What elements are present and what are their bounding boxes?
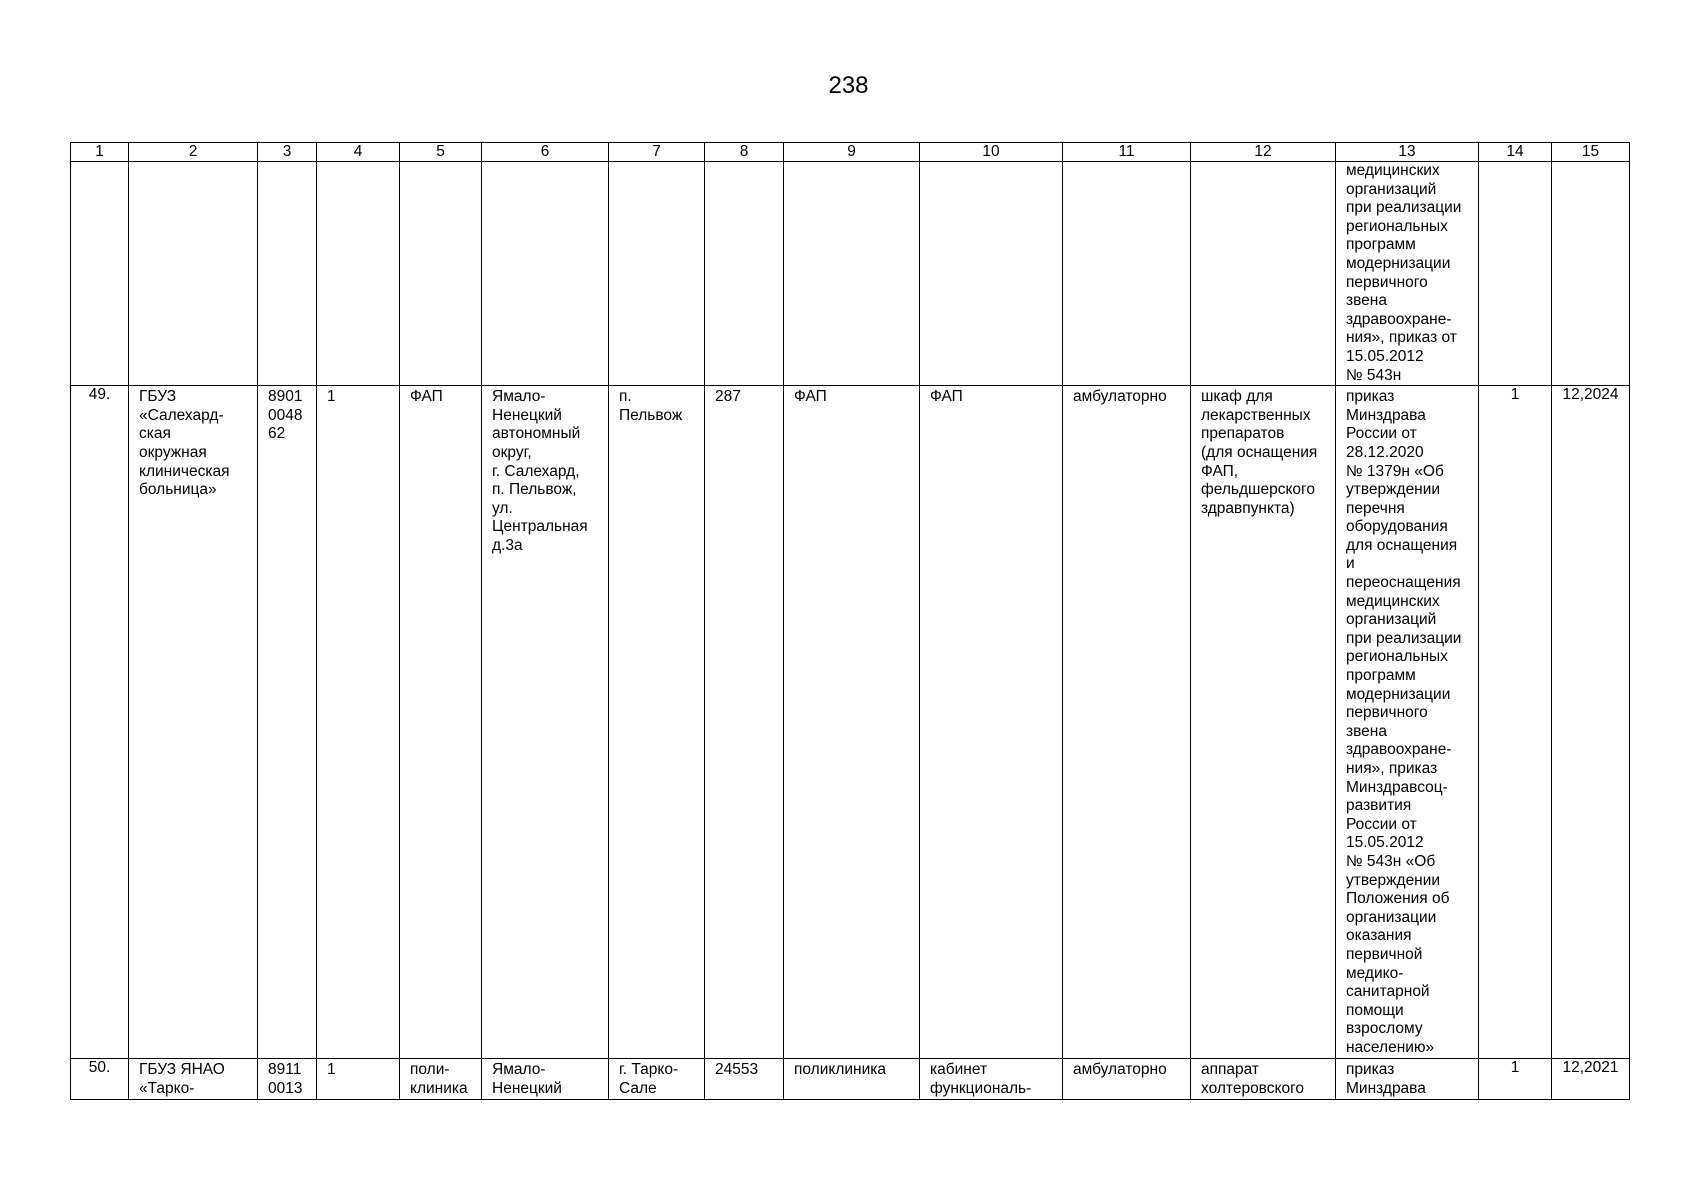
table-cell: поли- клиника — [400, 1059, 482, 1100]
column-header: 2 — [129, 143, 258, 162]
column-header: 13 — [1336, 143, 1479, 162]
organization-cell: ГБУЗ ЯНАО «Тарко- — [129, 1059, 258, 1100]
page-number: 238 — [828, 72, 869, 99]
date-cell: 12,2021 — [1552, 1059, 1630, 1100]
column-header: 4 — [317, 143, 400, 162]
table-cell: медицинских организаций при реализации региональных программ модернизации первичного звена здравоохране- ния», приказ от 15.05.2012 № 543н — [1336, 162, 1479, 386]
table-cell — [317, 162, 400, 386]
table-cell: амбулаторно — [1063, 1059, 1191, 1100]
settlement-cell: г. Тарко- Сале — [609, 1059, 705, 1100]
equipment-cell: шкаф для лекарственных препаратов (для оснащения ФАП, фельдшерского здравпункта) — [1191, 386, 1336, 1059]
address-cell: Ямало- Ненецкий — [482, 1059, 609, 1100]
table-cell: кабинет функциональ- — [920, 1059, 1063, 1100]
column-header: 6 — [482, 143, 609, 162]
column-header: 8 — [705, 143, 784, 162]
table-cell: ФАП — [920, 386, 1063, 1059]
table-cell — [784, 162, 920, 386]
settlement-cell: п. Пельвож — [609, 386, 705, 1059]
table-cell: ФАП — [784, 386, 920, 1059]
column-number-row — [71, 143, 1630, 162]
quantity-cell: 1 — [1479, 386, 1552, 1059]
table-row-continued — [71, 162, 1630, 386]
column-header: 15 — [1552, 143, 1630, 162]
column-header: 10 — [920, 143, 1063, 162]
table-cell — [1191, 162, 1336, 386]
table-cell: 24553 — [705, 1059, 784, 1100]
date-cell: 12,2024 — [1552, 386, 1630, 1059]
row-number-cell: 49. — [71, 386, 129, 1059]
table-cell — [705, 162, 784, 386]
column-header: 11 — [1063, 143, 1191, 162]
code-cell: 8911 0013 — [258, 1059, 317, 1100]
row-number-cell: 50. — [71, 1059, 129, 1100]
table-cell — [609, 162, 705, 386]
column-header: 12 — [1191, 143, 1336, 162]
table-cell: 1 — [317, 386, 400, 1059]
table-cell — [1479, 162, 1552, 386]
table-cell — [1552, 162, 1630, 386]
regulation-cell: приказ Минздрава России от 28.12.2020 № 1379н «Об утверждении перечня оборудования для оснащения и переоснащения медицинских организаций при реализации региональных программ модернизации первичного звена здравоохране- ния», приказ Минздравсоц- развития России от 15.05.2012 № 543н «Об утверждении Положения об организации оказания первичной медико- санитарной помощи взрослому населению» — [1336, 386, 1479, 1059]
table-cell — [258, 162, 317, 386]
column-header: 1 — [71, 143, 129, 162]
code-cell: 8901 0048 62 — [258, 386, 317, 1059]
table-cell: амбулаторно — [1063, 386, 1191, 1059]
table-cell — [129, 162, 258, 386]
table-cell — [482, 162, 609, 386]
regulation-cell: приказ Минздрава — [1336, 1059, 1479, 1100]
table-cell — [71, 162, 129, 386]
table-cell — [1063, 162, 1191, 386]
table-cell — [400, 162, 482, 386]
table-cell: поликлиника — [784, 1059, 920, 1100]
table-row — [71, 1059, 1630, 1100]
table-cell: ФАП — [400, 386, 482, 1059]
table-cell — [920, 162, 1063, 386]
column-header: 9 — [784, 143, 920, 162]
address-cell: Ямало- Ненецкий автономный округ, г. Салехард, п. Пельвож, ул. Центральная д.3а — [482, 386, 609, 1059]
equipment-cell: аппарат холтеровского — [1191, 1059, 1336, 1100]
table-cell: 1 — [317, 1059, 400, 1100]
column-header: 5 — [400, 143, 482, 162]
column-header: 3 — [258, 143, 317, 162]
column-header: 7 — [609, 143, 705, 162]
organization-cell: ГБУЗ «Салехард- ская окружная клиническая больница» — [129, 386, 258, 1059]
quantity-cell: 1 — [1479, 1059, 1552, 1100]
column-header: 14 — [1479, 143, 1552, 162]
equipment-table — [70, 142, 1630, 1100]
table-row — [71, 386, 1630, 1059]
table-cell: 287 — [705, 386, 784, 1059]
